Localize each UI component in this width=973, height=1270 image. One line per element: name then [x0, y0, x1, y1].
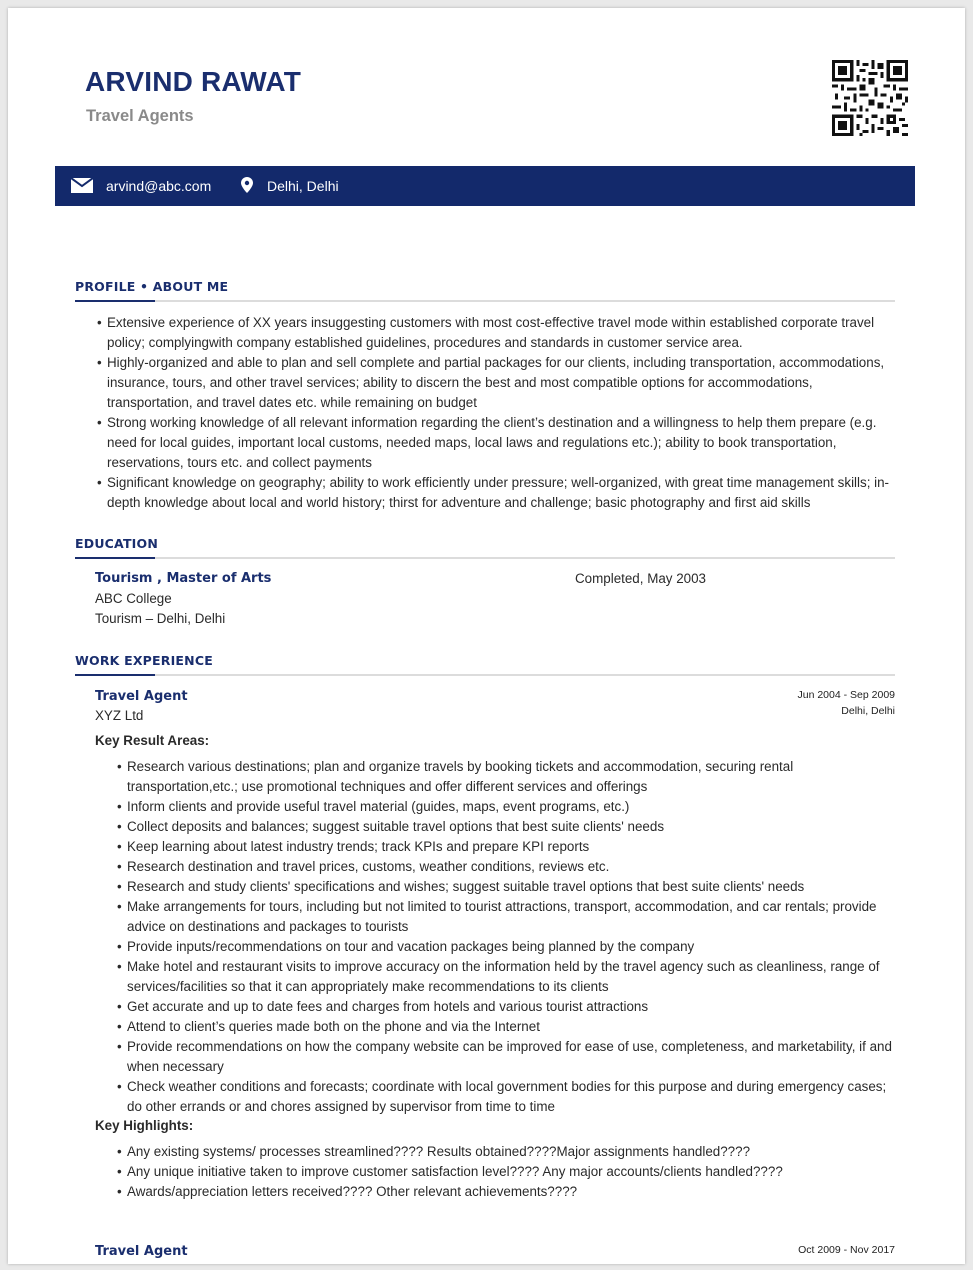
list-item: • Significant knowledge on geography; ability to work efficiently under pressure; well-organized, with great time management skills; in-depth knowledge about local and world history; thirst for adventure and challenge; basic photography and first aid skills: [97, 473, 897, 513]
list-item: • Research destination and travel prices, customs, weather conditions, reviews etc.: [117, 857, 897, 877]
qr-code: [832, 60, 908, 136]
key-highlights-list: [117, 1142, 897, 1202]
candidate-role: Travel Agents: [86, 107, 194, 125]
contact-bar: [55, 166, 915, 206]
education-school: ABC College: [95, 591, 172, 606]
list-item: • Any unique initiative taken to improve customer satisfaction level???? Any major accounts/clients handled????: [117, 1162, 897, 1182]
list-item: • Collect deposits and balances; suggest suitable travel options that best suite clients' needs: [117, 817, 897, 837]
list-item: • Any existing systems/ processes streamlined???? Results obtained????Major assignments handled????: [117, 1142, 897, 1162]
work-divider: [75, 674, 895, 676]
key-result-areas-list: [117, 757, 897, 1117]
key-result-areas-heading: Key Result Areas:: [95, 733, 210, 748]
list-item: • Extensive experience of XX years insuggesting customers with most cost-effective travel mode within established corporate travel policy; complyingwith company established guidelines, procedures and standards in customer service area.: [97, 313, 897, 353]
list-item: • Inform clients and provide useful travel material (guides, maps, event programs, etc.): [117, 797, 897, 817]
list-item: • Attend to client’s queries made both on the phone and via the Internet: [117, 1017, 897, 1037]
education-degree: Tourism , Master of Arts: [95, 571, 272, 586]
list-item: • Check weather conditions and forecasts; coordinate with local government bodies for this purpose and during emergency cases; do other errands or and chores assigned by supervisor from time to time: [117, 1077, 897, 1117]
education-field: Tourism – Delhi, Delhi: [95, 611, 226, 626]
list-item: • Provide inputs/recommendations on tour and vacation packages being planned by the company: [117, 937, 897, 957]
list-item: • Strong working knowledge of all relevant information regarding the client’s destination and a willingness to help them prepare (e.g. need for local guides, important local customs, needed maps, local laws and regulations etc.); ability to book transportation, reservations, tours etc. and collect payments: [97, 413, 897, 473]
list-item: • Make arrangements for tours, including but not limited to tourist attractions, transport, accommodation, and car rentals; provide advice on destinations and packages to tourists: [117, 897, 897, 937]
email-link[interactable]: arvind@abc.com: [106, 178, 212, 194]
list-item: • Keep learning about latest industry trends; track KPIs and prepare KPI reports: [117, 837, 897, 857]
job-company: XYZ Ltd: [95, 708, 144, 723]
job-location: Delhi, Delhi: [841, 705, 895, 717]
education-divider: [75, 557, 895, 559]
job-title: Travel Agent: [95, 1244, 188, 1259]
list-item: • Get accurate and up to date fees and charges from hotels and various tourist attractions: [117, 997, 897, 1017]
job-dates: Jun 2004 - Sep 2009: [797, 689, 895, 701]
profile-section-title: PROFILE • ABOUT ME: [75, 279, 229, 294]
candidate-name: ARVIND RAWAT: [85, 66, 302, 97]
profile-list: [97, 313, 897, 513]
education-status: Completed, May 2003: [575, 571, 707, 586]
map-pin-icon: [241, 177, 253, 193]
list-item: • Provide recommendations on how the company website can be improved for ease of use, completeness, and marketability, if and when necessary: [117, 1037, 897, 1077]
envelope-icon: [71, 178, 93, 193]
list-item: • Research and study clients' specifications and wishes; suggest suitable travel options that best suite clients' needs: [117, 877, 897, 897]
resume-page: [8, 8, 965, 1264]
job-dates: Oct 2009 - Nov 2017: [798, 1244, 895, 1256]
list-item: • Make hotel and restaurant visits to improve accuracy on the information held by the travel agency such as cleanliness, range of services/facilities so that it can appropriately make recommendations to its clients: [117, 957, 897, 997]
profile-divider: [75, 300, 895, 302]
location-text: Delhi, Delhi: [267, 178, 339, 194]
list-item: • Research various destinations; plan and organize travels by booking tickets and accommodation, securing rental transportation,etc.; use promotional techniques and offer different services and offerings: [117, 757, 897, 797]
key-highlights-heading: Key Highlights:: [95, 1118, 194, 1133]
list-item: • Highly-organized and able to plan and sell complete and partial packages for our clients, including transportation, accommodations, insurance, tours, and other travel services; ability to discern the best and most compatible options for accommodations, transportation, and travel dates etc. while remaining on budget: [97, 353, 897, 413]
education-section-title: EDUCATION: [75, 536, 159, 551]
list-item: • Awards/appreciation letters received???? Other relevant achievements????: [117, 1182, 897, 1202]
job-title: Travel Agent: [95, 689, 188, 704]
work-section-title: WORK EXPERIENCE: [75, 653, 213, 668]
